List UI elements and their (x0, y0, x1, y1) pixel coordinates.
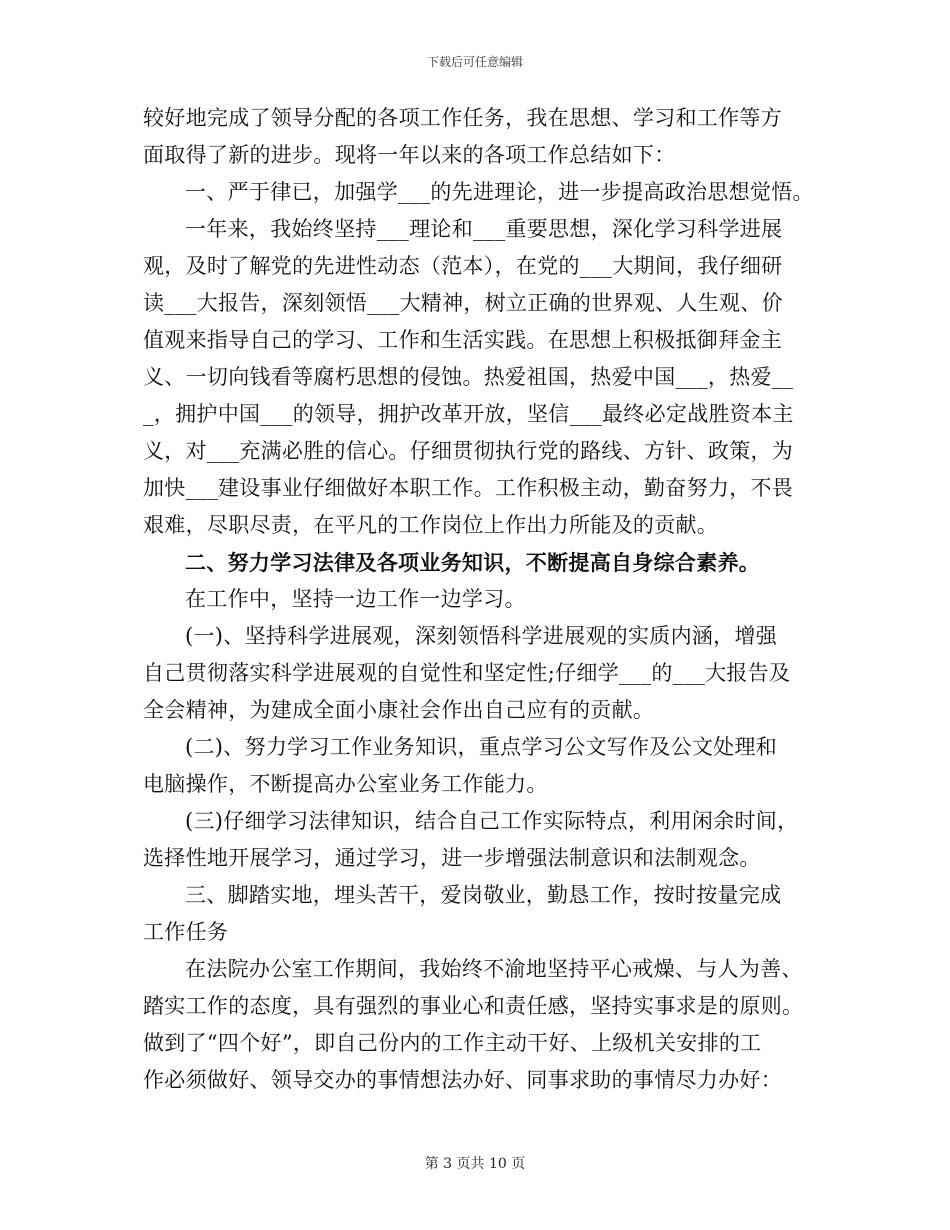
text-line: 艰难，尽职尽责，在平凡的工作岗位上作出力所能及的贡献。 (143, 513, 719, 537)
text-line: 做到了“四个好”，即自己份内的工作主动干好、上级机关安排的工 (143, 1031, 762, 1055)
text-line: 在工作中，坚持一边工作一边学习。 (185, 587, 526, 611)
text-line: 观，及时了解党的先进性动态（范本），在党的___大期间，我仔细研 (143, 254, 783, 278)
text-line: 自己贯彻落实科学进展观的自觉性和坚定性;仔细学___的___大报告及 (143, 661, 791, 685)
text-line: 全会精神，为建成全面小康社会作出自己应有的贡献。 (143, 698, 655, 722)
page-footer: 第 3 页共 10 页 (424, 1156, 526, 1172)
text-line: 选择性地开展学习，通过学习，进一步增强法制意识和法制观念。 (143, 846, 761, 870)
text-line: 三、脚踏实地，埋头苦干，爱岗敬业，勤恳工作，按时按量完成 (185, 883, 782, 907)
text-line: 加快___建设事业仔细做好本职工作。工作积极主动，勤奋努力，不畏 (143, 476, 794, 500)
text-line: 较好地完成了领导分配的各项工作任务，我在思想、学习和工作等方 (143, 106, 782, 130)
text-line: (一)、坚持科学进展观，深刻领悟科学进展观的实质内涵，增强 (185, 624, 778, 648)
text-line: 义、一切向钱看等腐朽思想的侵蚀。热爱祖国，热爱中国___，热爱__ (143, 365, 794, 389)
text-line: 一年来，我始终坚持___理论和___重要思想，深化学习科学进展 (185, 217, 783, 241)
text-line: (二)、努力学习工作业务知识，重点学习公文写作及公文处理和 (185, 735, 778, 759)
document-body (143, 100, 823, 1099)
text-line: 读___大报告，深刻领悟___大精神，树立正确的世界观、人生观、价 (143, 291, 783, 315)
text-line: (三)仔细学习法律知识，结合自己工作实际特点，利用闲余时间， (185, 809, 799, 833)
header-note: 下载后可任意编辑 (426, 55, 523, 69)
text-line: 一、严于律已，加强学___的先进理论，进一步提高政治思想觉悟。 (185, 180, 814, 204)
text-line: 值观来指导自己的学习、工作和生活实践。在思想上积极抵御拜金主 (143, 328, 782, 352)
text-line: 作必须做好、领导交办的事情想法办好、同事求助的事情尽力办好： (143, 1068, 782, 1092)
text-line: 面取得了新的进步。现将一年以来的各项工作总结如下： (143, 143, 676, 167)
text-line: 二、努力学习法律及各项业务知识，不断提高自身综合素养。 (185, 550, 761, 575)
text-line: 工作任务 (143, 920, 229, 944)
text-line: 在法院办公室工作期间，我始终不渝地坚持平心戒燥、与人为善、 (185, 957, 803, 981)
text-line: 踏实工作的态度，具有强烈的事业心和责任感，坚持实事求是的原则。 (143, 994, 804, 1018)
text-line: 义，对___充满必胜的信心。仔细贯彻执行党的路线、方针、政策，为 (143, 439, 794, 463)
text-line: _，拥护中国___的领导，拥护改革开放，坚信___最终必定战胜资本主 (143, 402, 794, 426)
text-line: 电脑操作，不断提高办公室业务工作能力。 (143, 772, 548, 796)
